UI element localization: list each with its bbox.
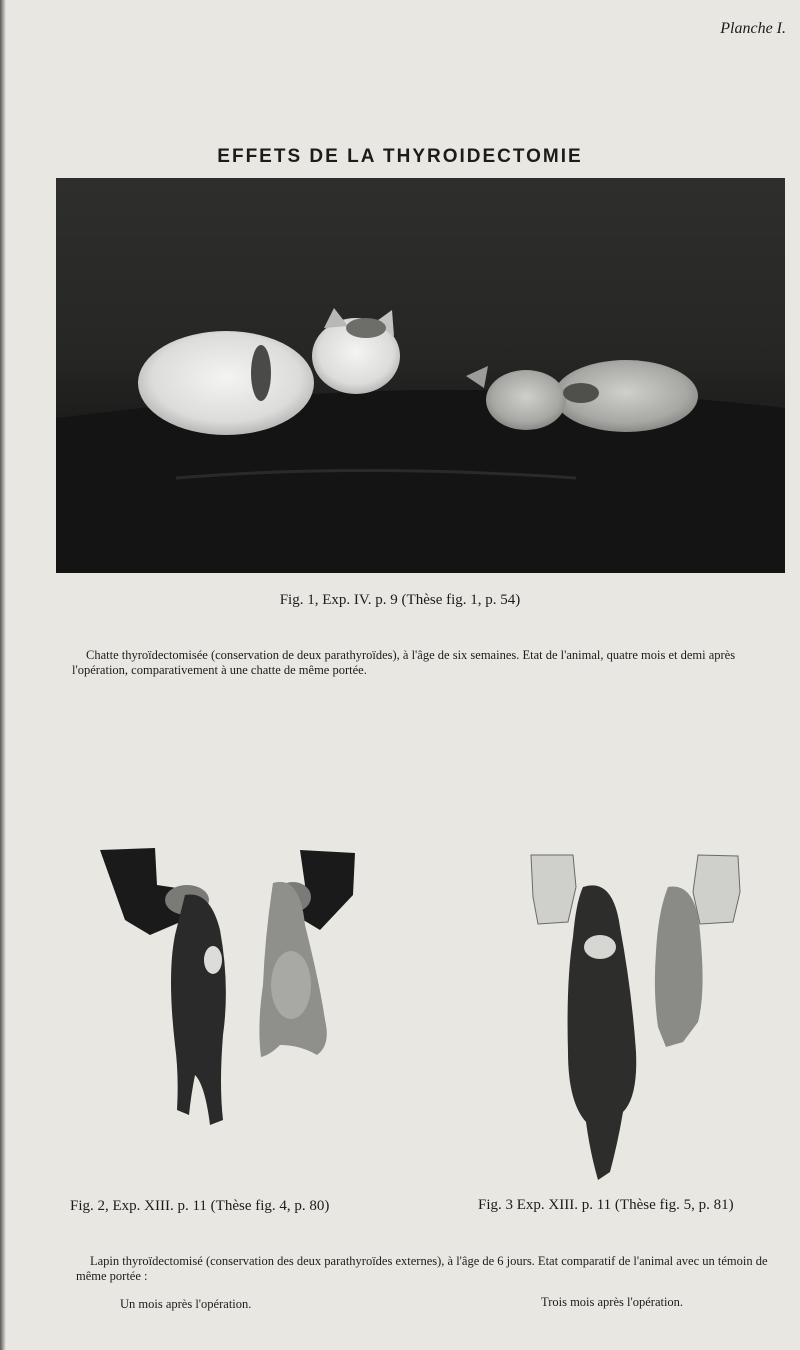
rabbit-description: Lapin thyroïdectomisé (conservation des deux parathyroïdes externes), à l'âge de 6 jours. Etat comparatif de l'animal avec un témoin de même portée : — [76, 1254, 768, 1283]
rabbits-photo-fig3 — [528, 852, 743, 1187]
plate-label: Planche I. — [720, 20, 786, 37]
note-one-month: Un mois après l'opération. — [120, 1297, 252, 1311]
rabbits-photo-fig2 — [95, 845, 360, 1135]
cats-photo — [56, 178, 785, 573]
note-three-months: Trois mois après l'opération. — [541, 1295, 684, 1309]
figure-3-caption: Fig. 3 Exp. XIII. p. 11 (Thèse fig. 5, p. 81) — [478, 1197, 734, 1213]
page-title: EFFETS DE LA THYROIDECTOMIE — [217, 146, 583, 167]
grey-cat — [466, 360, 698, 432]
figure-2-caption: Fig. 2, Exp. XIII. p. 11 (Thèse fig. 4, p. 80) — [70, 1198, 330, 1214]
figure-1-caption: Fig. 1, Exp. IV. p. 9 (Thèse fig. 1, p. 54) — [279, 592, 521, 608]
figure-1-description: Chatte thyroïdectomisée (conservation de deux parathyroïdes), à l'âge de six semaines. Etat de l'animal, quatre mois et demi après l'opération, comparativement à une chatte de même portée. — [72, 648, 736, 677]
page-edge-shadow — [0, 0, 6, 1350]
